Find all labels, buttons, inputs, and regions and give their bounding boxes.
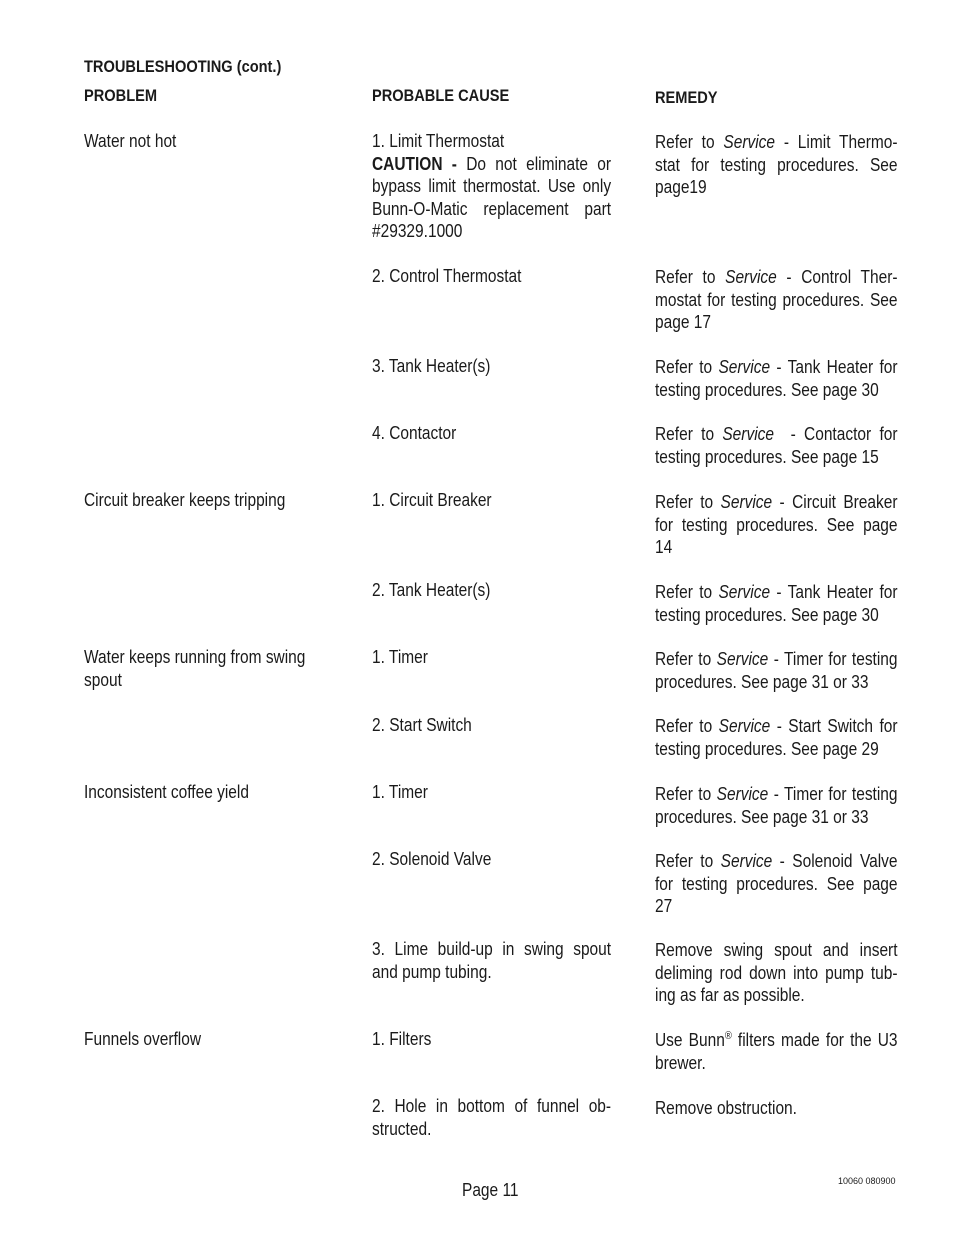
cause-solenoid-valve: 2. Solenoid Valve	[372, 849, 492, 869]
service-ref: Service	[725, 267, 777, 287]
page-number: Page 11	[462, 1180, 519, 1200]
cause-limit-thermostat	[372, 130, 611, 243]
cause-tank-heater-2: 2. Tank Heater(s)	[372, 580, 491, 600]
remedy-circuit-breaker: Refer to Service - Circuit Breaker for testing procedures. See page 14	[655, 492, 898, 557]
caution-text: Do not eliminate or bypass limit thermostat. Use only Bunn-O-Matic replacement part #29329.1000	[372, 153, 612, 241]
remedy-start-switch: Refer to Service - Start Switch for testing procedures. See page 29	[655, 716, 898, 759]
service-ref: Service	[720, 492, 773, 512]
problem-funnels-overflow: Funnels overflow	[84, 1029, 202, 1049]
remedy-control-thermostat: Refer to Service - Control Ther-mostat for testing procedures. See page 17	[655, 267, 898, 332]
remedy-timer-2: Refer to Service - Timer for testing procedures. See page 31 or 33	[655, 784, 898, 827]
column-header-problem: PROBLEM	[84, 86, 158, 105]
problem-coffee-yield: Inconsistent coffee yield	[84, 782, 249, 802]
service-ref: Service	[720, 851, 773, 871]
remedy-tank-heater-2: Refer to Service - Tank Heater for testing procedures. See page 30	[655, 582, 898, 625]
remedy-timer: Refer to Service - Timer for testing procedures. See page 31 or 33	[655, 649, 898, 692]
column-header-remedy: REMEDY	[655, 88, 718, 107]
remedy-funnel-hole: Remove obstruction.	[655, 1098, 797, 1118]
remedy-limit-thermostat: Refer to Service - Limit Thermo-stat for testing procedures. See page19	[655, 132, 898, 197]
cause-start-switch: 2. Start Switch	[372, 715, 472, 735]
service-ref: Service	[718, 582, 771, 602]
cause-funnel-hole: 2. Hole in bottom of funnel ob-structed.	[372, 1096, 612, 1139]
cause-timer-2: 1. Timer	[372, 782, 428, 802]
service-ref: Service	[716, 649, 769, 669]
service-ref: Service	[723, 132, 776, 152]
caution-label: CAUTION -	[372, 153, 457, 174]
caution-note	[372, 153, 611, 243]
remedy-tank-heater: Refer to Service - Tank Heater for testing procedures. See page 30	[655, 357, 898, 400]
cause-timer: 1. Timer	[372, 647, 428, 667]
cause-circuit-breaker: 1. Circuit Breaker	[372, 490, 492, 510]
cause-filters: 1. Filters	[372, 1029, 432, 1049]
cause-tank-heater: 3. Tank Heater(s)	[372, 356, 491, 376]
cause-control-thermostat: 2. Control Thermostat	[372, 266, 522, 286]
remedy-contactor: Refer to Service - Contactor for testing procedures. See page 15	[655, 424, 902, 467]
registered-mark: ®	[724, 1030, 732, 1042]
service-ref: Service	[718, 716, 771, 736]
service-ref: Service	[722, 424, 774, 444]
problem-water-not-hot: Water not hot	[84, 131, 177, 151]
problem-circuit-breaker: Circuit breaker keeps tripping	[84, 490, 286, 510]
section-title: TROUBLESHOOTING (cont.)	[84, 57, 282, 76]
document-code: 10060 080900	[838, 1176, 896, 1186]
cause-limit-thermostat-title: 1. Limit Thermostat	[372, 131, 505, 151]
column-header-cause: PROBABLE CAUSE	[372, 86, 510, 105]
service-ref: Service	[716, 784, 769, 804]
remedy-filters: Use Bunn® filters made for the U3 brewer.	[655, 1030, 898, 1073]
problem-water-running: Water keeps running from swing spout	[84, 647, 306, 690]
cause-lime-buildup: 3. Lime build-up in swing spout and pump tubing.	[372, 939, 612, 982]
service-ref: Service	[718, 357, 771, 377]
remedy-solenoid-valve: Refer to Service - Solenoid Valve for testing procedures. See page 27	[655, 851, 898, 916]
remedy-lime-buildup: Remove swing spout and insert deliming rod down into pump tub-ing as far as possible.	[655, 940, 898, 1005]
cause-contactor: 4. Contactor	[372, 423, 457, 443]
